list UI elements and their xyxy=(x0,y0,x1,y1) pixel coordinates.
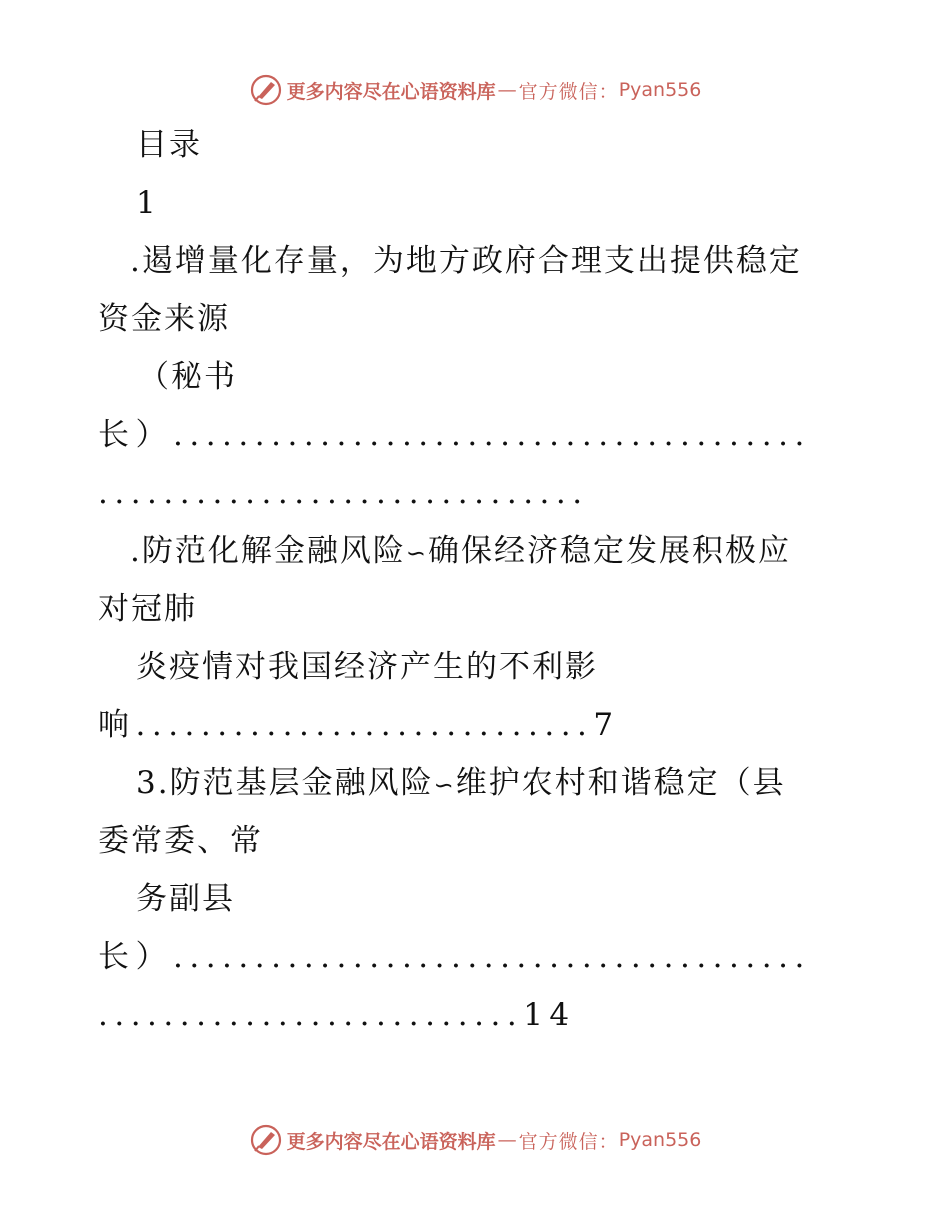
table-of-contents xyxy=(98,116,858,1044)
toc-title: 目录 xyxy=(136,127,202,163)
quill-logo-icon xyxy=(249,73,283,107)
curl-ornament-icon: ∽ xyxy=(405,539,428,567)
toc-entry-3-line-2: 委常委、常 xyxy=(98,823,263,859)
banner-wechat-id: Pyan556 xyxy=(618,79,702,101)
toc-entry-2-line-2: 对冠肺 xyxy=(98,591,197,627)
toc-entry-2-text-b: 确保经济稳定发展积极应 xyxy=(427,533,791,569)
toc-entry-2-line-1[interactable] xyxy=(98,522,858,580)
toc-entry-3-line-1[interactable] xyxy=(98,754,858,812)
banner-label: 官方微信： xyxy=(518,80,619,103)
toc-entry-2-leader: 响............................7 xyxy=(98,707,620,743)
toc-entry-1-line-2: 资金来源 xyxy=(98,301,230,337)
curl-ornament-icon: ∽ xyxy=(433,771,456,799)
toc-number: 1 xyxy=(136,185,158,221)
banner-wechat-id: Pyan556 xyxy=(618,1129,702,1151)
toc-entry-1-leader: 长）....................................... xyxy=(98,417,811,453)
toc-entry-1-line-1[interactable]: .遏增量化存量，为地方政府合理支出提供稳定 xyxy=(130,243,802,279)
toc-entry-1-line-3: （秘书 xyxy=(138,359,237,395)
toc-entry-2-text-a: .防范化解金融风险 xyxy=(130,533,406,569)
banner-site-name: 更多内容尽在心语资料库 xyxy=(286,1130,496,1153)
toc-entry-3-leader-cont: ..........................14 xyxy=(98,997,576,1033)
toc-entry-3-line-3: 务副县 xyxy=(136,881,235,917)
toc-entry-3-leader: 长）....................................... xyxy=(98,939,811,975)
banner-label: 官方微信： xyxy=(518,1130,619,1153)
quill-logo-icon xyxy=(249,1123,283,1157)
toc-entry-2-line-3: 炎疫情对我国经济产生的不利影 xyxy=(136,649,598,685)
toc-entry-3-text-a: 3.防范基层金融风险 xyxy=(136,765,434,801)
banner-separator: — xyxy=(497,79,517,101)
toc-entry-3-text-b: 维护农村和谐稳定（县 xyxy=(455,765,786,801)
banner-separator: — xyxy=(497,1129,517,1151)
footer-watermark-banner xyxy=(0,1120,950,1160)
header-watermark-banner xyxy=(0,70,950,110)
banner-site-name: 更多内容尽在心语资料库 xyxy=(286,80,496,103)
toc-entry-1-leader-cont: .............................. xyxy=(98,475,589,511)
